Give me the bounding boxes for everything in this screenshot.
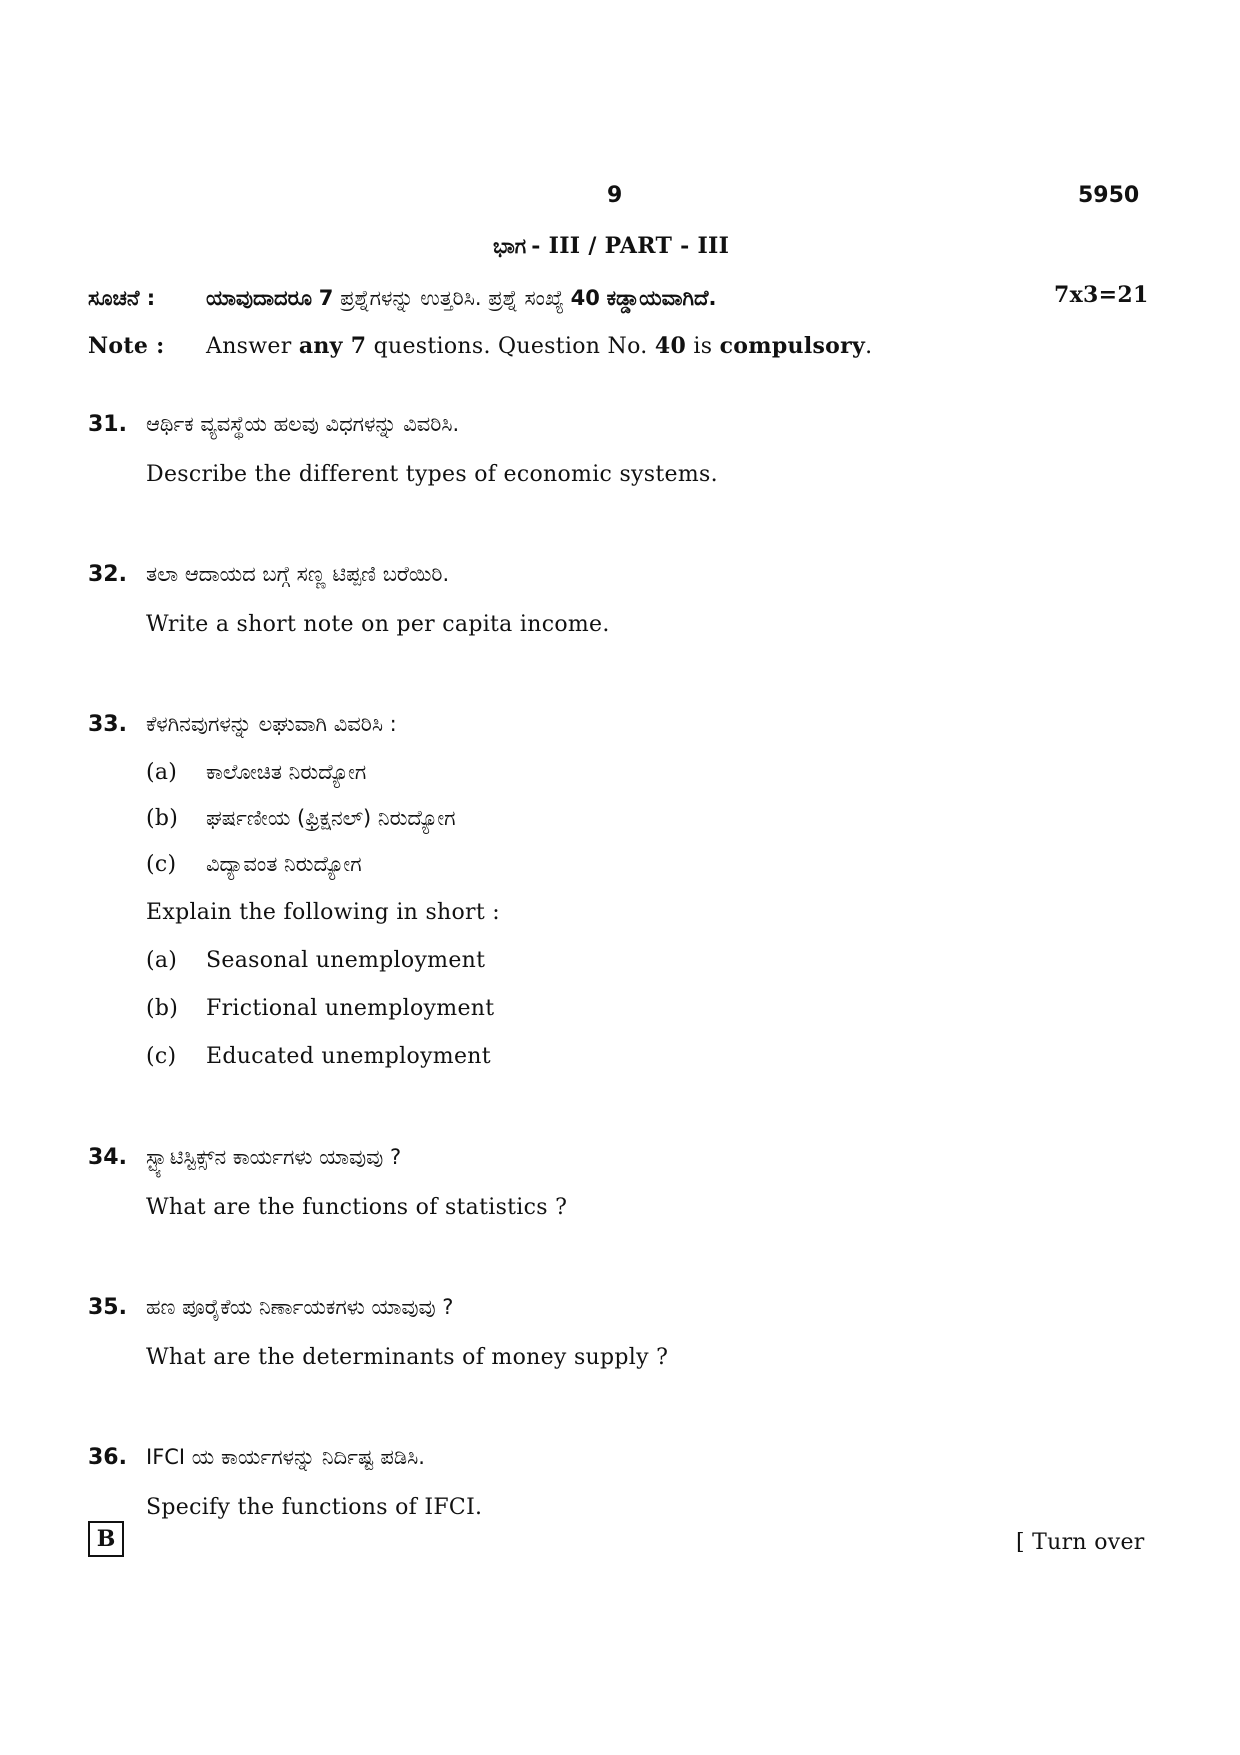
part-heading	[493, 233, 729, 259]
part-heading-roman: - III / PART - III	[531, 233, 730, 259]
subpart-text-english: Educated unemployment	[206, 1044, 491, 1069]
note-text	[206, 333, 872, 359]
question-number-32: 32.	[88, 562, 127, 587]
subpart-label: (a)	[146, 948, 178, 973]
question-36-english: Specify the functions of IFCI.	[146, 1495, 483, 1520]
question-number-31: 31.	[88, 412, 127, 437]
subpart-label: (b)	[146, 996, 179, 1021]
subpart-label: (b)	[146, 806, 179, 831]
note-period: .	[865, 334, 873, 359]
subpart-text-english: Seasonal unemployment	[206, 948, 486, 973]
question-36-kannada: IFCI ಯ ಕಾರ್ಯಗಳನ್ನು ನಿರ್ದಿಷ್ಟ ಪಡಿಸಿ.	[146, 1445, 425, 1469]
question-31-kannada: ಆರ್ಥಿಕ ವ್ಯವಸ್ಥೆಯ ಹಲವು ವಿಧಗಳನ್ನು ವಿವರಿಸಿ.	[146, 412, 460, 436]
note-40: 40	[654, 333, 687, 359]
question-35-english: What are the determinants of money supply ?	[146, 1345, 669, 1370]
note-is: is	[693, 334, 713, 359]
instruction-label-kannada: ಸೂಚನೆ :	[88, 286, 156, 310]
instruction-kn-compulsory: ಕಡ್ಡಾಯವಾಗಿದೆ.	[606, 286, 717, 310]
question-35-kannada: ಹಣ ಪೂರೈಕೆಯ ನಿರ್ಣಾಯಕಗಳು ಯಾವುವು ?	[146, 1295, 454, 1319]
note-compulsory: compulsory	[719, 333, 866, 359]
question-number-36: 36.	[88, 1445, 127, 1470]
instruction-kn-mid: ಪ್ರಶ್ನೆಗಳನ್ನು ಉತ್ತರಿಸಿ. ಪ್ರಶ್ನೆ ಸಂಖ್ಯೆ	[340, 286, 564, 310]
instruction-kn-count: 7	[318, 286, 334, 310]
question-33-english: Explain the following in short :	[146, 900, 501, 925]
note-answer: Answer	[206, 334, 292, 359]
note-any-7: any 7	[298, 333, 367, 359]
turn-over: [ Turn over	[1016, 1530, 1145, 1555]
version-box: B	[88, 1521, 124, 1557]
instruction-text-kannada	[206, 286, 716, 311]
instruction-kn-qno: 40	[570, 286, 600, 310]
subpart-text-kannada: ಕಾಲೋಚಿತ ನಿರುದ್ಯೋಗ	[206, 760, 367, 784]
question-number-33: 33.	[88, 712, 127, 737]
subpart-text-kannada: ವಿದ್ಯಾವಂತ ನಿರುದ್ಯೋಗ	[206, 852, 362, 876]
subpart-text-kannada: ಘರ್ಷಣೀಯ (ಫ್ರಿಕ್ಷನಲ್) ನಿರುದ್ಯೋಗ	[206, 806, 456, 830]
question-34-kannada: ಸ್ಟ್ಯಾಟಿಸ್ಟಿಕ್ಸ್‌ನ ಕಾರ್ಯಗಳು ಯಾವುವು ?	[146, 1145, 402, 1169]
question-31-english: Describe the different types of economic systems.	[146, 462, 718, 487]
question-number-34: 34.	[88, 1145, 127, 1170]
question-32-english: Write a short note on per capita income.	[146, 612, 610, 637]
subpart-label: (c)	[146, 1044, 177, 1069]
page-number: 9	[607, 183, 623, 208]
subpart-label: (a)	[146, 760, 178, 785]
question-33-kannada: ಕೆಳಗಿನವುಗಳನ್ನು ಲಘುವಾಗಿ ವಿವರಿಸಿ :	[146, 712, 397, 736]
instruction-kn-any: ಯಾವುದಾದರೂ	[206, 286, 313, 310]
question-32-kannada: ತಲಾ ಆದಾಯದ ಬಗ್ಗೆ ಸಣ್ಣ ಟಿಪ್ಪಣಿ ಬರೆಯಿರಿ.	[146, 562, 450, 586]
question-34-english: What are the functions of statistics ?	[146, 1195, 568, 1220]
question-number-35: 35.	[88, 1295, 127, 1320]
marks-allocation: 7x3=21	[1054, 282, 1149, 308]
paper-code: 5950	[1078, 183, 1140, 208]
subpart-text-english: Frictional unemployment	[206, 996, 495, 1021]
note-label: Note :	[88, 333, 165, 359]
subpart-label: (c)	[146, 852, 177, 877]
part-heading-kannada: ಭಾಗ	[493, 234, 527, 258]
note-question-no: questions. Question No.	[373, 334, 648, 359]
